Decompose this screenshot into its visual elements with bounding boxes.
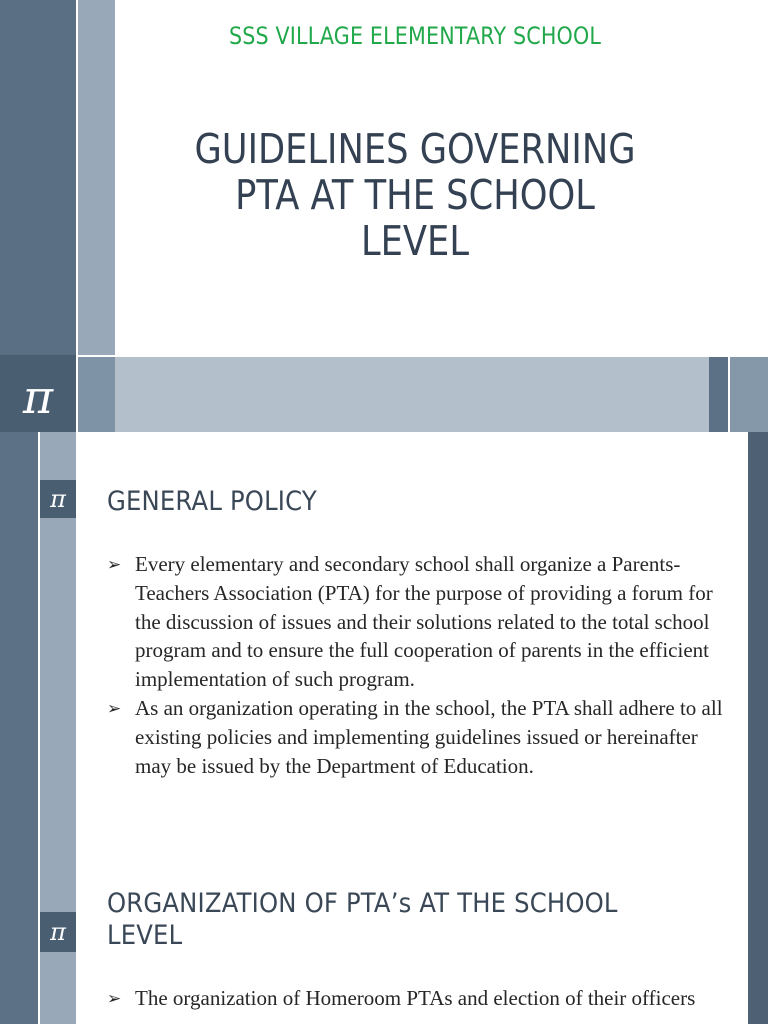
pi-icon: π xyxy=(22,370,54,424)
bullet-text: Every elementary and secondary school shall organize a Parents-Teachers Association (PTA) for the purpose of providing a forum for the discussion of issues and their solutions related to the total school program and to ensure the full cooperation of parents in the efficient implementation of such program. xyxy=(135,552,713,692)
general-policy-slide xyxy=(0,432,768,866)
bullet-list xyxy=(107,984,742,1013)
bullet-text: As an organization operating in the school, the PTA shall adhere to all existing policies and implementing guidelines issued or hereinafter may be issued by the Department of Education. xyxy=(135,695,723,778)
slide-title xyxy=(157,126,673,264)
decorative-bar-dark xyxy=(0,0,76,355)
decorative-bar-dark xyxy=(0,432,38,866)
list-item xyxy=(107,694,737,780)
band-segment xyxy=(115,357,709,432)
section-heading: GENERAL POLICY xyxy=(107,486,317,517)
section-heading: ORGANIZATION OF PTA’s AT THE SCHOOL LEVEL xyxy=(107,888,618,951)
pi-icon: π xyxy=(50,918,66,946)
title-line-2: PTA AT THE SCHOOL xyxy=(235,171,595,219)
band-segment xyxy=(709,357,728,432)
band-segment xyxy=(730,357,768,432)
arrow-bullet-icon: ➢ xyxy=(107,698,122,719)
arrow-bullet-icon: ➢ xyxy=(107,555,122,575)
list-item xyxy=(107,550,737,694)
bullet-list xyxy=(107,550,737,780)
school-name: SSS VILLAGE ELEMENTARY SCHOOL xyxy=(228,22,602,50)
bullet-text: The organization of Homeroom PTAs and election of their officers xyxy=(135,986,696,1010)
decorative-bar-right xyxy=(748,866,768,1024)
decorative-bar-light xyxy=(78,0,115,355)
band-segment xyxy=(78,357,115,432)
list-item xyxy=(107,984,742,1013)
decorative-bar-right xyxy=(748,432,768,866)
pi-icon: π xyxy=(50,485,66,513)
title-slide xyxy=(0,0,768,355)
title-line-1: GUIDELINES GOVERNING xyxy=(194,125,636,173)
organization-slide xyxy=(0,866,768,1024)
arrow-bullet-icon: ➢ xyxy=(107,989,122,1009)
title-line-3: LEVEL xyxy=(361,217,469,265)
decorative-bar-dark xyxy=(0,866,38,1024)
